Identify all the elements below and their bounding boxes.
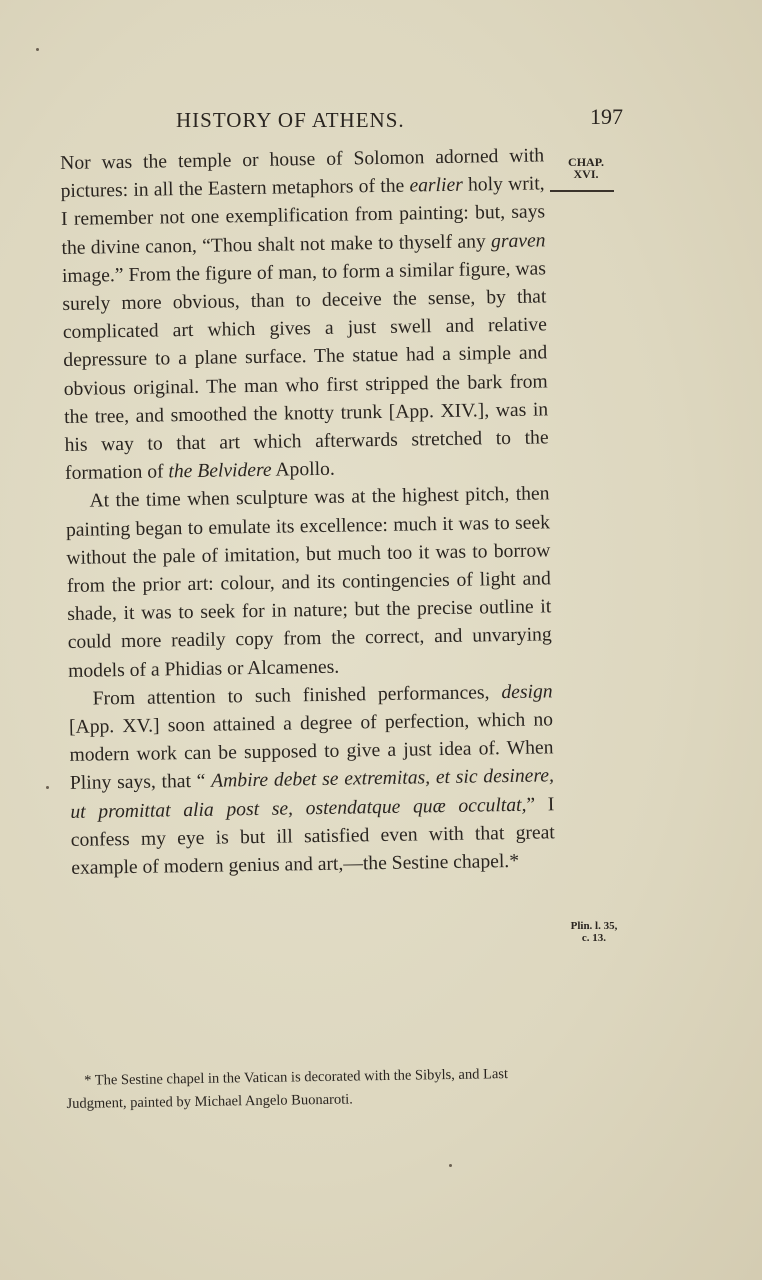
chapter-label: CHAP. [568, 155, 604, 169]
paper-speck [36, 48, 39, 51]
paper-speck [46, 786, 49, 789]
footnote: * The Sestine chapel in the Vatican is decorated with the Sibyls, and Last Judgment, painted by Michael Angelo Buonaroti. [66, 1066, 509, 1112]
chapter-number: XVI. [573, 167, 599, 181]
p1-italic-graven: graven [490, 229, 546, 252]
p3-text-a: From attention to such finished performances, [92, 681, 502, 710]
p1-text-g: Apollo. [271, 458, 335, 481]
citation-marginal-note [564, 920, 624, 944]
chapter-marginal-note [558, 156, 614, 192]
paragraph-2: At the time when sculpture was at the highest pitch, then painting began to emulate its excellence: much it was to seek without the pale of imitation, but much too it was to borrow from the prior art: colour, and its contingencies of light and shade, it was to seek for in nature; but the precise outline it could more readily copy from the correct, and unvarying models of a Phidias or Alcamenes. [65, 483, 552, 682]
p3-italic-design: design [501, 681, 553, 703]
p3-italic-pliny-quote: Ambire debet se extremitas, et sic desinere, ut promittat alia post se, ostendatque quæ occultat, [70, 765, 555, 823]
page-number: 197 [590, 104, 623, 129]
paragraph-3 [68, 678, 555, 883]
body-text [60, 142, 555, 883]
p1-text-c: holy writ, I remember not one exemplification from painting: but, says the divine canon, “Thou shalt not make to thyself any [60, 173, 546, 259]
running-header: HISTORY OF ATHENS. [176, 108, 405, 132]
p1-italic-earlier: earlier [409, 174, 463, 197]
p1-text-a: Nor was the temple or house of Solomon adorned with pictures: in all the Eastern metaphors of the [60, 145, 545, 203]
p1-text-e: image.” From the figure of man, to form a similar figure, was surely more obvious, than to deceive the sense, by that complicated art which gives a just swell and relative depressure to a plane surface. The statue had a simple and obvious original. The man who first stripped the bark from the tree, and smoothed the knotty trunk [App. XIV.], was in his way to that art which afterwards stretched to the formation of [61, 258, 549, 485]
paper-speck [449, 1164, 452, 1167]
chapter-rule [550, 190, 614, 192]
citation-line-2: c. 13. [581, 932, 607, 944]
p1-italic-belvidere: the Belvidere [168, 459, 272, 483]
citation-line-1: Plin. l. 35, [570, 920, 618, 932]
paragraph-1 [60, 142, 549, 488]
p3-text-e: ” I confess my eye is but ill satisfied even with that great example of modern genius and art,—the Sestine chapel.* [70, 793, 555, 879]
p3-text-c: [App. XV.] soon attained a degree of perfection, which no modern work can be supposed to give a just idea of. When Pliny says, that “ [68, 709, 554, 795]
